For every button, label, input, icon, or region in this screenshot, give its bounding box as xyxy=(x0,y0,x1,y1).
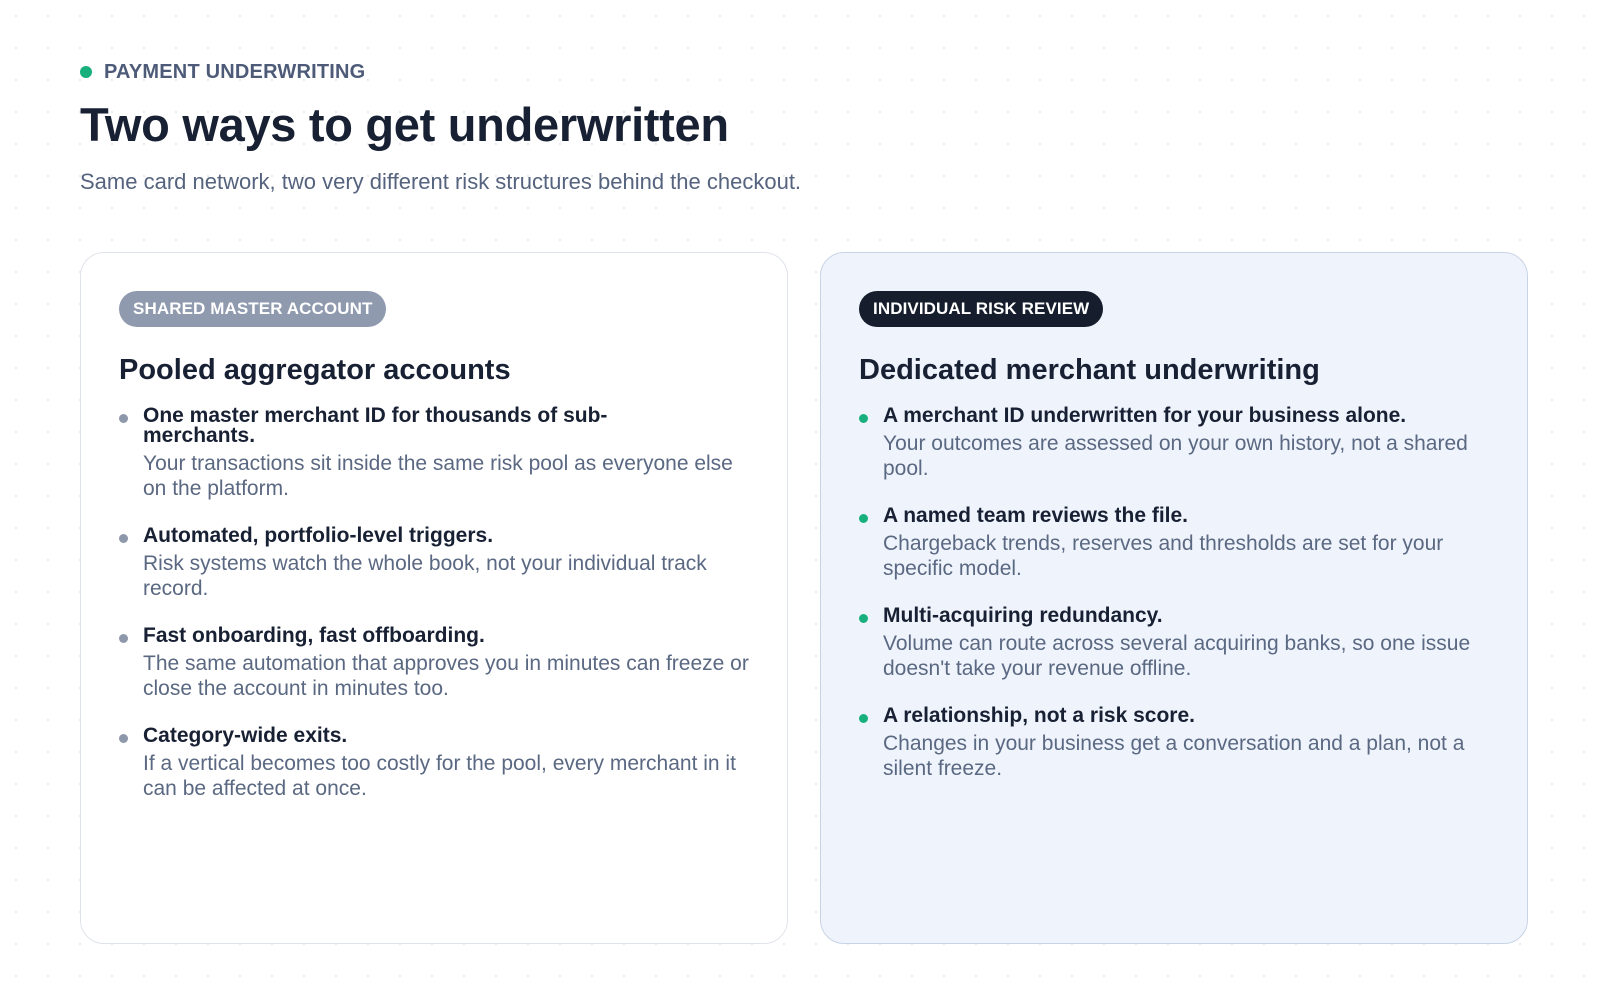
point-body: The same automation that approves you in minutes can freeze or close the account in minutes too. xyxy=(143,651,749,700)
bullet-dot-icon xyxy=(119,634,128,643)
status-dot-icon xyxy=(80,66,92,78)
point-heading: A named team reviews the file. xyxy=(883,503,1189,527)
list-item xyxy=(119,723,749,801)
bullet-dot-icon xyxy=(859,614,868,623)
point-body: Risk systems watch the whole book, not your individual track record. xyxy=(143,551,707,600)
page-content xyxy=(80,60,1528,800)
list-item xyxy=(119,403,749,501)
point-heading: Multi-acquiring redundancy. xyxy=(883,603,1163,627)
bullet-dot-icon xyxy=(859,714,868,723)
card-badge: SHARED MASTER ACCOUNT xyxy=(119,291,386,327)
card-individual-risk-review xyxy=(820,252,1528,944)
bullet-dot-icon xyxy=(119,734,128,743)
card-badge: INDIVIDUAL RISK REVIEW xyxy=(859,291,1103,327)
list-item xyxy=(859,703,1489,781)
list-item xyxy=(859,503,1489,581)
point-body: If a vertical becomes too costly for the pool, every merchant in it can be affected at once. xyxy=(143,751,736,800)
bullet-dot-icon xyxy=(859,414,868,423)
point-body: Your outcomes are assessed on your own history, not a shared pool. xyxy=(883,431,1468,480)
point-heading: A merchant ID underwritten for your business alone. xyxy=(883,403,1407,427)
point-heading: Automated, portfolio-level triggers. xyxy=(143,523,494,547)
eyebrow-label: PAYMENT UNDERWRITING xyxy=(104,60,366,83)
list-item xyxy=(119,523,749,601)
bullet-dot-icon xyxy=(859,514,868,523)
card-shared-master-account xyxy=(80,252,788,944)
card-title: Dedicated merchant underwriting xyxy=(859,354,1320,386)
comparison-cards xyxy=(80,252,1528,944)
point-list xyxy=(119,403,749,801)
bullet-dot-icon xyxy=(119,534,128,543)
list-item xyxy=(859,603,1489,681)
point-heading: A relationship, not a risk score. xyxy=(883,703,1195,727)
list-item xyxy=(119,623,749,701)
point-heading: Fast onboarding, fast offboarding. xyxy=(143,623,485,647)
point-heading: One master merchant ID for thousands of sub-merchants. xyxy=(143,403,608,447)
page-title: Two ways to get underwritten xyxy=(80,98,729,151)
point-body: Volume can route across several acquiring banks, so one issue doesn't take your revenue offline. xyxy=(883,631,1471,680)
point-list xyxy=(859,403,1489,781)
point-body: Chargeback trends, reserves and thresholds are set for your specific model. xyxy=(883,531,1444,580)
point-body: Your transactions sit inside the same risk pool as everyone else on the platform. xyxy=(143,451,733,500)
page-subtitle: Same card network, two very different risk structures behind the checkout. xyxy=(80,169,802,195)
list-item xyxy=(859,403,1489,481)
point-heading: Category-wide exits. xyxy=(143,723,348,747)
eyebrow xyxy=(80,60,1528,84)
point-body: Changes in your business get a conversation and a plan, not a silent freeze. xyxy=(883,731,1465,780)
bullet-dot-icon xyxy=(119,414,128,423)
card-title: Pooled aggregator accounts xyxy=(119,354,511,386)
